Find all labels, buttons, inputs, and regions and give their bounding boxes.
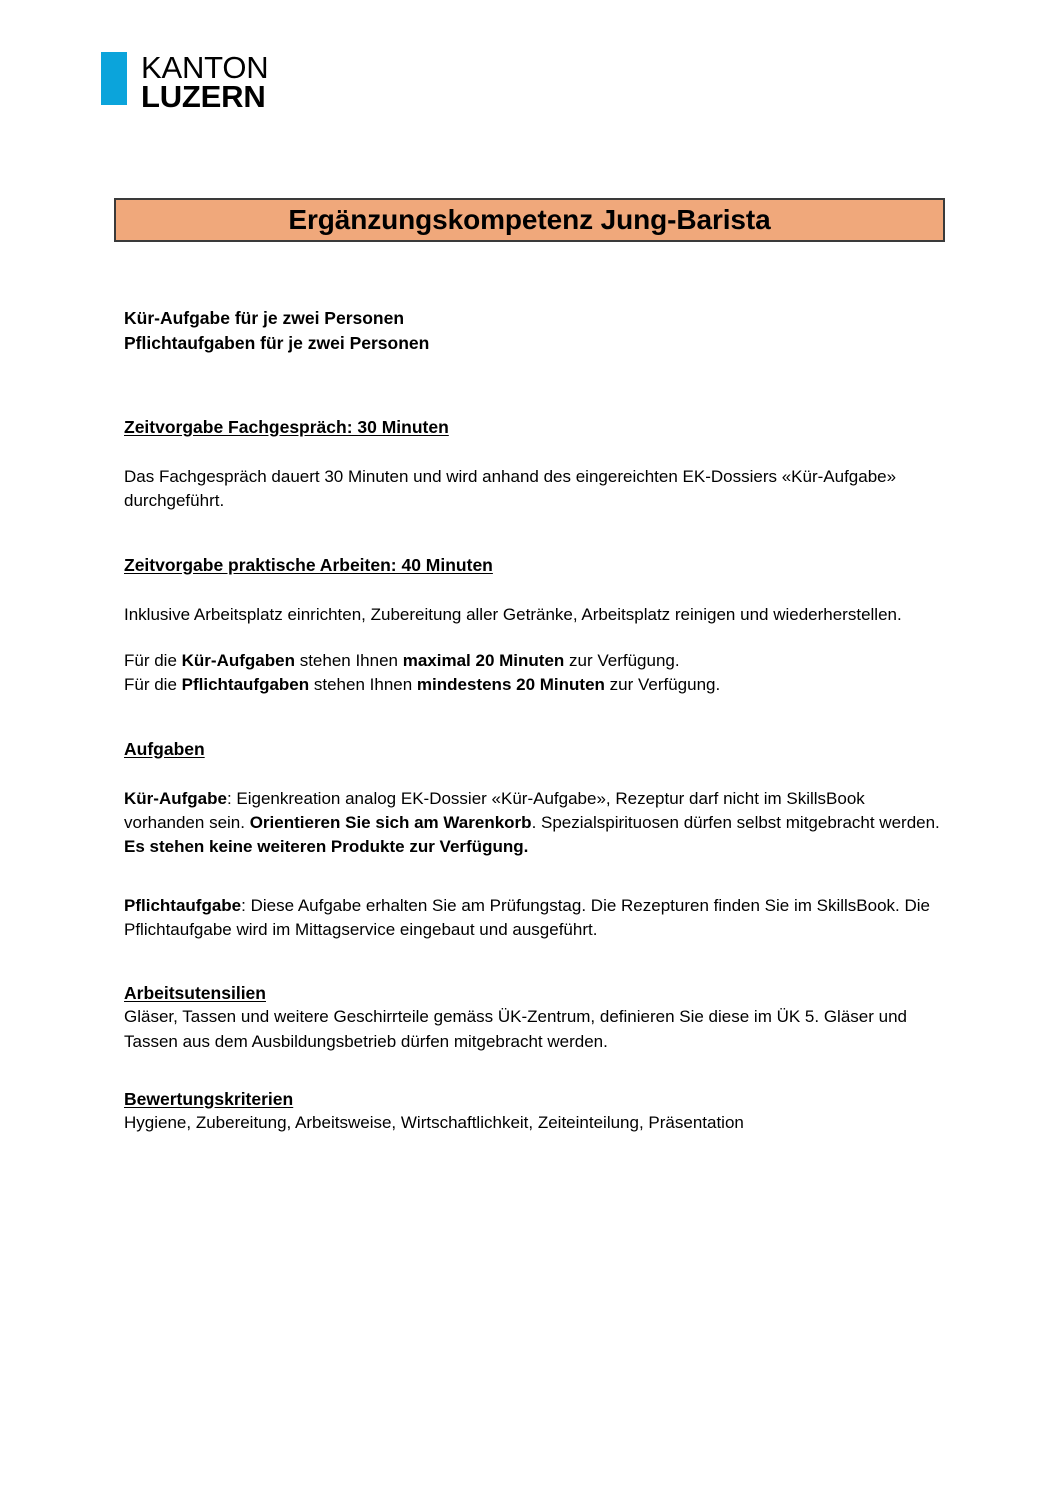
lead-line-kuer: Kür-Aufgabe für je zwei Personen <box>124 308 405 328</box>
pflichtaufgabe-text-1: : Diese Aufgabe erhalten Sie am Prüfungstag. Die Rezepturen finden Sie im SkillsBook. Die Pflichtaufgabe wird im Mittagservice eingebaut und ausgeführt. <box>124 895 930 939</box>
heading-fachgespraech: Zeitvorgabe Fachgespräch: 30 Minuten <box>124 416 449 437</box>
kuer-aufgabe-bold-1: Kür-Aufgabe <box>124 789 227 809</box>
kuer-zeit-text-1: Für die <box>124 651 182 671</box>
paragraph-bewertungskriterien: Hygiene, Zubereitung, Arbeitsweise, Wirtschaftlichkeit, Zeiteinteilung, Präsentation <box>124 1113 744 1133</box>
spacer <box>124 514 948 554</box>
pflicht-zeit-bold-2: mindestens 20 Minuten <box>416 675 605 695</box>
paragraph-kuer-zeit <box>124 649 948 673</box>
pflicht-zeit-text-2: stehen Ihnen <box>309 675 417 695</box>
spacer <box>124 439 948 465</box>
heading-praktische-arbeiten: Zeitvorgabe praktische Arbeiten: 40 Minuten <box>124 554 493 575</box>
logo-mark-icon <box>101 52 127 105</box>
page-title: Ergänzungskompetenz Jung-Barista <box>288 204 771 235</box>
kanton-luzern-logo <box>101 50 269 115</box>
kuer-zeit-text-2: stehen Ihnen <box>294 651 403 671</box>
logo-wordmark <box>141 50 269 115</box>
spacer <box>124 577 948 603</box>
paragraph-praktische-arbeiten: Inklusive Arbeitsplatz einrichten, Zubereitung aller Getränke, Arbeitsplatz reinigen und wiederherstellen. <box>124 605 902 625</box>
logo-line-luzern: LUZERN <box>141 79 266 115</box>
document-body <box>124 306 948 1135</box>
spacer <box>124 761 948 787</box>
paragraph-pflichtaufgabe <box>124 894 948 942</box>
paragraph-kuer-aufgabe <box>124 787 948 859</box>
kuer-zeit-text-3: zur Verfügung. <box>564 651 680 671</box>
heading-aufgaben: Aufgaben <box>124 738 205 759</box>
paragraph-arbeitsutensilien: Gläser, Tassen und weitere Geschirrteile gemäss ÜK-Zentrum, definieren Sie diese im ÜK 5. Gläser und Tassen aus dem Ausbildungsbetrieb dürfen mitgebracht werden. <box>124 1007 907 1051</box>
spacer <box>124 942 948 982</box>
kuer-aufgabe-text-2: . Spezialspirituosen dürfen selbst mitgebracht werden. <box>531 813 940 833</box>
logo-line-kanton: KANTON <box>141 50 269 85</box>
paragraph-pflicht-zeit <box>124 673 948 697</box>
kuer-aufgabe-bold-3: Es stehen keine weiteren Produkte zur Verfügung. <box>124 837 529 857</box>
spacer <box>124 860 948 894</box>
heading-arbeitsutensilien: Arbeitsutensilien <box>124 982 266 1003</box>
pflicht-zeit-bold-1: Pflichtaufgaben <box>181 675 310 695</box>
kuer-zeit-bold-1: Kür-Aufgaben <box>181 651 295 671</box>
kuer-zeit-bold-2: maximal 20 Minuten <box>402 651 565 671</box>
lead-line-pflicht: Pflichtaufgaben für je zwei Personen <box>124 332 430 353</box>
pflichtaufgabe-bold-1: Pflichtaufgabe <box>124 895 242 915</box>
heading-bewertungskriterien: Bewertungskriterien <box>124 1088 294 1109</box>
document-title-banner <box>114 198 945 242</box>
spacer <box>124 627 948 649</box>
kuer-aufgabe-text-1: : Eigenkreation analog EK-Dossier «Kür-Aufgabe», Rezeptur darf nicht im SkillsBook vorhanden sein. <box>124 789 865 833</box>
pflicht-zeit-text-1: Für die <box>124 675 182 695</box>
kuer-aufgabe-bold-2: Orientieren Sie sich am Warenkorb <box>249 813 532 833</box>
spacer <box>124 698 948 738</box>
paragraph-fachgespraech: Das Fachgespräch dauert 30 Minuten und wird anhand des eingereichten EK-Dossiers «Kür-Aufgabe» durchgeführt. <box>124 467 897 511</box>
pflicht-zeit-text-3: zur Verfügung. <box>604 675 721 695</box>
spacer <box>124 356 948 416</box>
spacer <box>124 1054 948 1088</box>
